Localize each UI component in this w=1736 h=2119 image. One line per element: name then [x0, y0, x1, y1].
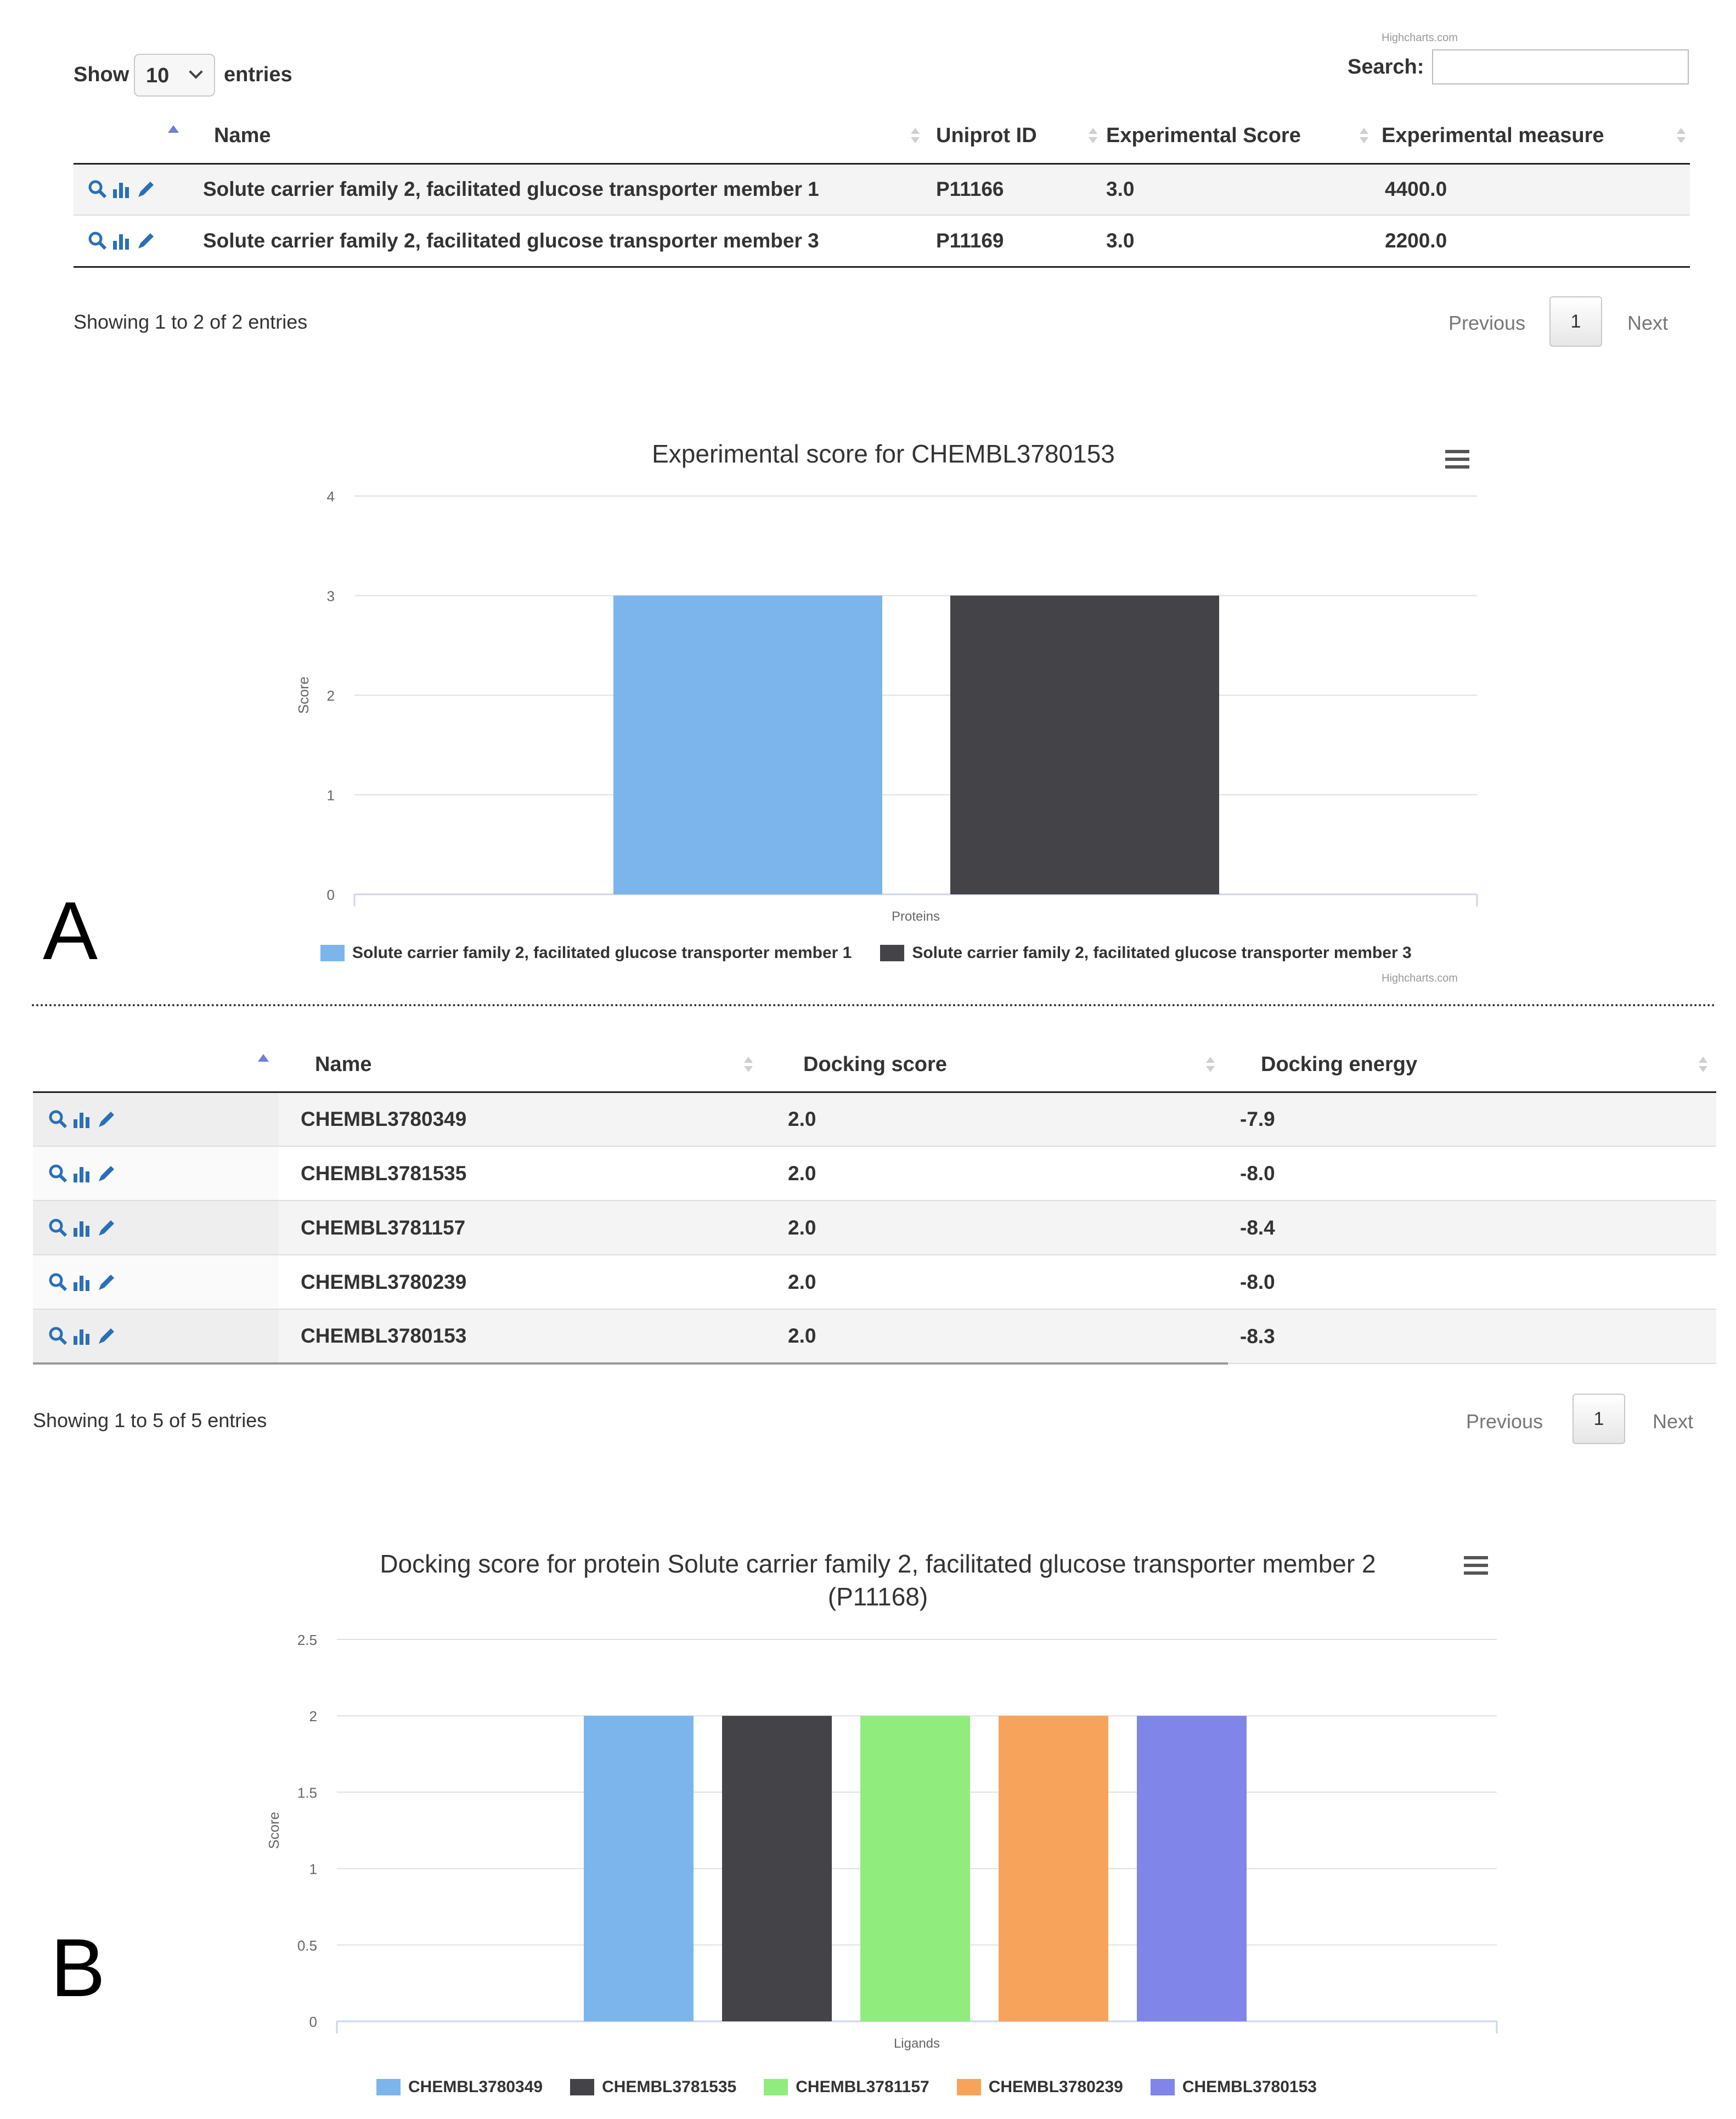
chart-a-title: Experimental score for CHEMBL3780153 [652, 439, 1115, 468]
y-tick-label: 0 [326, 887, 335, 903]
panel-label-b: B [50, 1921, 106, 2014]
legend-item[interactable] [1151, 2078, 1317, 2097]
chart-b-title-line2: (P11168) [827, 1582, 928, 1611]
length-label-post: entries [224, 63, 292, 86]
x-axis-title: Ligands [893, 2036, 940, 2051]
y-tick-label: 2 [309, 1708, 317, 1725]
legend-swatch [880, 945, 904, 961]
legend-item[interactable] [764, 2078, 929, 2097]
legend-item[interactable] [957, 2078, 1123, 2097]
legend-item[interactable] [376, 2078, 543, 2097]
y-tick-label: 1 [326, 787, 335, 804]
legend-swatch [570, 2079, 594, 2095]
column-header-label: Experimental measure [1382, 123, 1604, 147]
bar[interactable] [584, 1716, 694, 2021]
y-axis-title: Score [295, 677, 312, 714]
legend-label: CHEMBL3780349 [408, 2078, 543, 2096]
ligand-name: CHEMBL3781535 [279, 1146, 767, 1201]
legend-item[interactable] [570, 2078, 736, 2097]
legend-label: CHEMBL3781535 [602, 2078, 737, 2096]
docking-energy: -8.0 [1228, 1146, 1716, 1201]
ligand-name: CHEMBL3780349 [279, 1092, 767, 1146]
column-header-label: Name [315, 1052, 372, 1076]
ligand-name: CHEMBL3780153 [279, 1309, 767, 1363]
panel-divider [32, 1004, 1716, 1006]
column-header-label: Name [214, 123, 271, 147]
length-label-pre: Show [74, 63, 129, 86]
highcharts-credit-top[interactable]: Highcharts.com [1382, 32, 1458, 44]
legend-label: CHEMBL3780239 [988, 2078, 1123, 2096]
y-axis-title: Score [266, 1812, 282, 1849]
highcharts-credit-a[interactable]: Highcharts.com [1382, 972, 1458, 984]
column-header-label: Docking score [803, 1052, 947, 1076]
protein-name: Solute carrier family 2, facilitated glucose transporter member 3 [201, 215, 936, 267]
ligand-name: CHEMBL3781157 [279, 1201, 767, 1255]
bar[interactable] [950, 596, 1219, 895]
legend-item[interactable] [320, 944, 852, 962]
column-header-label: Uniprot ID [936, 123, 1037, 147]
y-tick-label: 1 [309, 1861, 317, 1878]
table-info: Showing 1 to 2 of 2 entries [74, 311, 308, 333]
docking-energy: -8.0 [1228, 1255, 1716, 1309]
y-tick-label: 2.5 [297, 1632, 317, 1648]
docking-score: 2.0 [767, 1255, 1228, 1309]
docking-energy: -7.9 [1228, 1092, 1716, 1146]
experimental-measure: 4400.0 [1382, 164, 1690, 215]
column-header-label: Docking energy [1261, 1052, 1418, 1076]
bar[interactable] [999, 1716, 1108, 2021]
experimental-score: 3.0 [1106, 215, 1382, 267]
table-info: Showing 1 to 5 of 5 entries [33, 1409, 267, 1432]
search-label: Search: [1348, 55, 1424, 78]
pager-previous-button[interactable]: Previous [1448, 312, 1526, 334]
docking-score: 2.0 [767, 1309, 1228, 1363]
uniprot-link[interactable]: P11169 [936, 215, 1106, 267]
ligand-name: CHEMBL3780239 [279, 1255, 767, 1309]
panel-label-a: A [43, 884, 98, 977]
bar[interactable] [613, 596, 882, 895]
protein-name: Solute carrier family 2, facilitated glucose transporter member 1 [201, 164, 936, 215]
chart-a-legend [320, 944, 1412, 962]
docking-score: 2.0 [767, 1201, 1228, 1255]
x-axis-title: Proteins [891, 909, 940, 924]
legend-swatch [957, 2079, 981, 2095]
uniprot-link[interactable]: P11166 [936, 164, 1106, 215]
legend-label: Solute carrier family 2, facilitated glucose transporter member 3 [912, 944, 1412, 962]
docking-score: 2.0 [767, 1146, 1228, 1201]
y-tick-label: 0.5 [297, 1937, 317, 1954]
entries-length-value: 10 [146, 64, 170, 87]
bar[interactable] [722, 1716, 832, 2021]
experimental-measure: 2200.0 [1382, 215, 1690, 267]
legend-swatch [320, 945, 345, 961]
pager-page-button[interactable]: 1 [1549, 296, 1602, 347]
docking-energy: -8.3 [1228, 1309, 1716, 1363]
legend-label: Solute carrier family 2, facilitated glucose transporter member 1 [352, 944, 852, 962]
legend-label: CHEMBL3781157 [796, 2078, 929, 2096]
pager-page-button[interactable]: 1 [1572, 1394, 1625, 1444]
legend-item[interactable] [880, 944, 1411, 962]
chart-b-plot [0, 1042, 1736, 2119]
bar[interactable] [860, 1716, 970, 2021]
docking-energy: -8.4 [1228, 1201, 1716, 1255]
experimental-score: 3.0 [1106, 164, 1382, 215]
pager-next-button[interactable]: Next [1653, 1410, 1694, 1433]
legend-swatch [376, 2079, 401, 2095]
y-tick-label: 4 [326, 488, 335, 505]
legend-swatch [1151, 2079, 1175, 2095]
chart-b-legend [376, 2078, 1344, 2097]
y-tick-label: 0 [309, 2014, 317, 2030]
pager-previous-button[interactable]: Previous [1466, 1410, 1543, 1433]
chart-b-title-line1: Docking score for protein Solute carrier family 2, facilitated glucose transporter member 2 [380, 1549, 1376, 1578]
column-header-label: Experimental Score [1106, 123, 1301, 147]
legend-label: CHEMBL3780153 [1182, 2078, 1317, 2096]
bar[interactable] [1137, 1716, 1247, 2021]
docking-score: 2.0 [767, 1092, 1228, 1146]
chart-a-plot [0, 0, 1736, 1042]
y-tick-label: 2 [326, 687, 335, 704]
y-tick-label: 3 [326, 588, 335, 605]
pager-next-button[interactable]: Next [1627, 312, 1669, 334]
y-tick-label: 1.5 [297, 1784, 317, 1801]
legend-swatch [764, 2079, 788, 2095]
